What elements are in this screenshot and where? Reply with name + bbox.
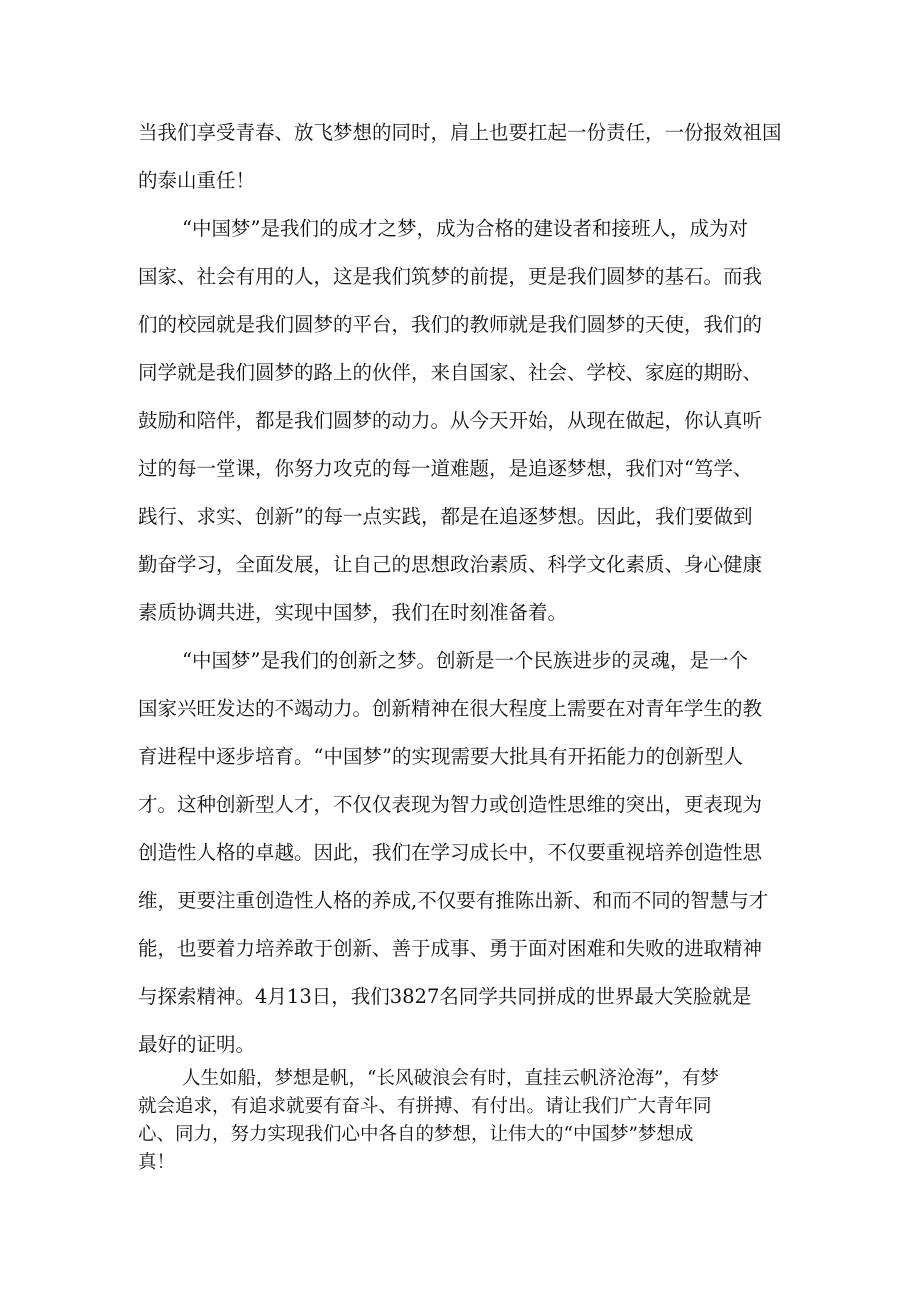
text-line: 就会追求，有追求就要有奋斗、有拼搏、有付出。请让我们广大青年同 [138, 1096, 712, 1117]
text-line: 才。这种创新型人才，不仅仅表现为智力或创造性思维的突出，更表现为 [138, 793, 763, 816]
text-line: 心、同力，努力实现我们心中各自的梦想，让伟大的“中国梦”梦想成 [138, 1124, 694, 1145]
text-line: 同学就是我们圆梦的路上的伙伴，来自国家、社会、学校、家庭的期盼、 [138, 361, 763, 384]
text-line: 维，更要注重创造性人格的养成,不仅要有推陈出新、和而不同的智慧与才 [138, 889, 769, 912]
text-line: 能，也要着力培养敢于创新、善于成事、勇于面对困难和失败的进取精神 [138, 937, 763, 960]
paragraph-start: “中国梦”是我们的成才之梦，成为合格的建设者和接班人，成为对 [182, 217, 748, 240]
text-line: 与探索精神。4月13日，我们3827名同学共同拼成的世界最大笑脸就是 [138, 985, 752, 1008]
text-line: 国家兴旺发达的不竭动力。创新精神在很大程度上需要在对青年学生的教 [138, 697, 763, 720]
text-line: 们的校园就是我们圆梦的平台，我们的教师就是我们圆梦的天使，我们的 [138, 313, 763, 336]
text-line: 鼓励和陪伴，都是我们圆梦的动力。从今天开始，从现在做起，你认真听 [138, 409, 763, 432]
text-line: 育进程中逐步培育。“中国梦”的实现需要大批具有开拓能力的创新型人 [138, 745, 743, 768]
text-line: 过的每一堂课，你努力攻克的每一道难题，是追逐梦想，我们对“笃学、 [138, 457, 753, 480]
text-line: 创造性人格的卓越。因此，我们在学习成长中，不仅要重视培养创造性思 [138, 841, 763, 864]
paragraph-start: 人生如船，梦想是帆，“长风破浪会有时，直挂云帆济沧海”，有梦 [182, 1068, 719, 1089]
text-line: 真！ [138, 1152, 176, 1173]
text-line: 国家、社会有用的人，这是我们筑梦的前提，更是我们圆梦的基石。而我 [138, 265, 763, 288]
text-line: 当我们享受青春、放飞梦想的同时，肩上也要扛起一份责任，一份报效祖国 [138, 121, 782, 144]
text-line: 的泰山重任！ [138, 169, 256, 192]
paragraph-start: “中国梦”是我们的创新之梦。创新是一个民族进步的灵魂，是一个 [182, 649, 748, 672]
text-line: 最好的证明。 [138, 1033, 256, 1056]
text-line: 践行、求实、创新”的每一点实践，都是在追逐梦想。因此，我们要做到 [138, 505, 753, 528]
text-line: 素质协调共进，实现中国梦，我们在时刻准备着。 [138, 601, 568, 624]
text-line: 勤奋学习，全面发展，让自己的思想政治素质、科学文化素质、身心健康 [138, 553, 763, 576]
